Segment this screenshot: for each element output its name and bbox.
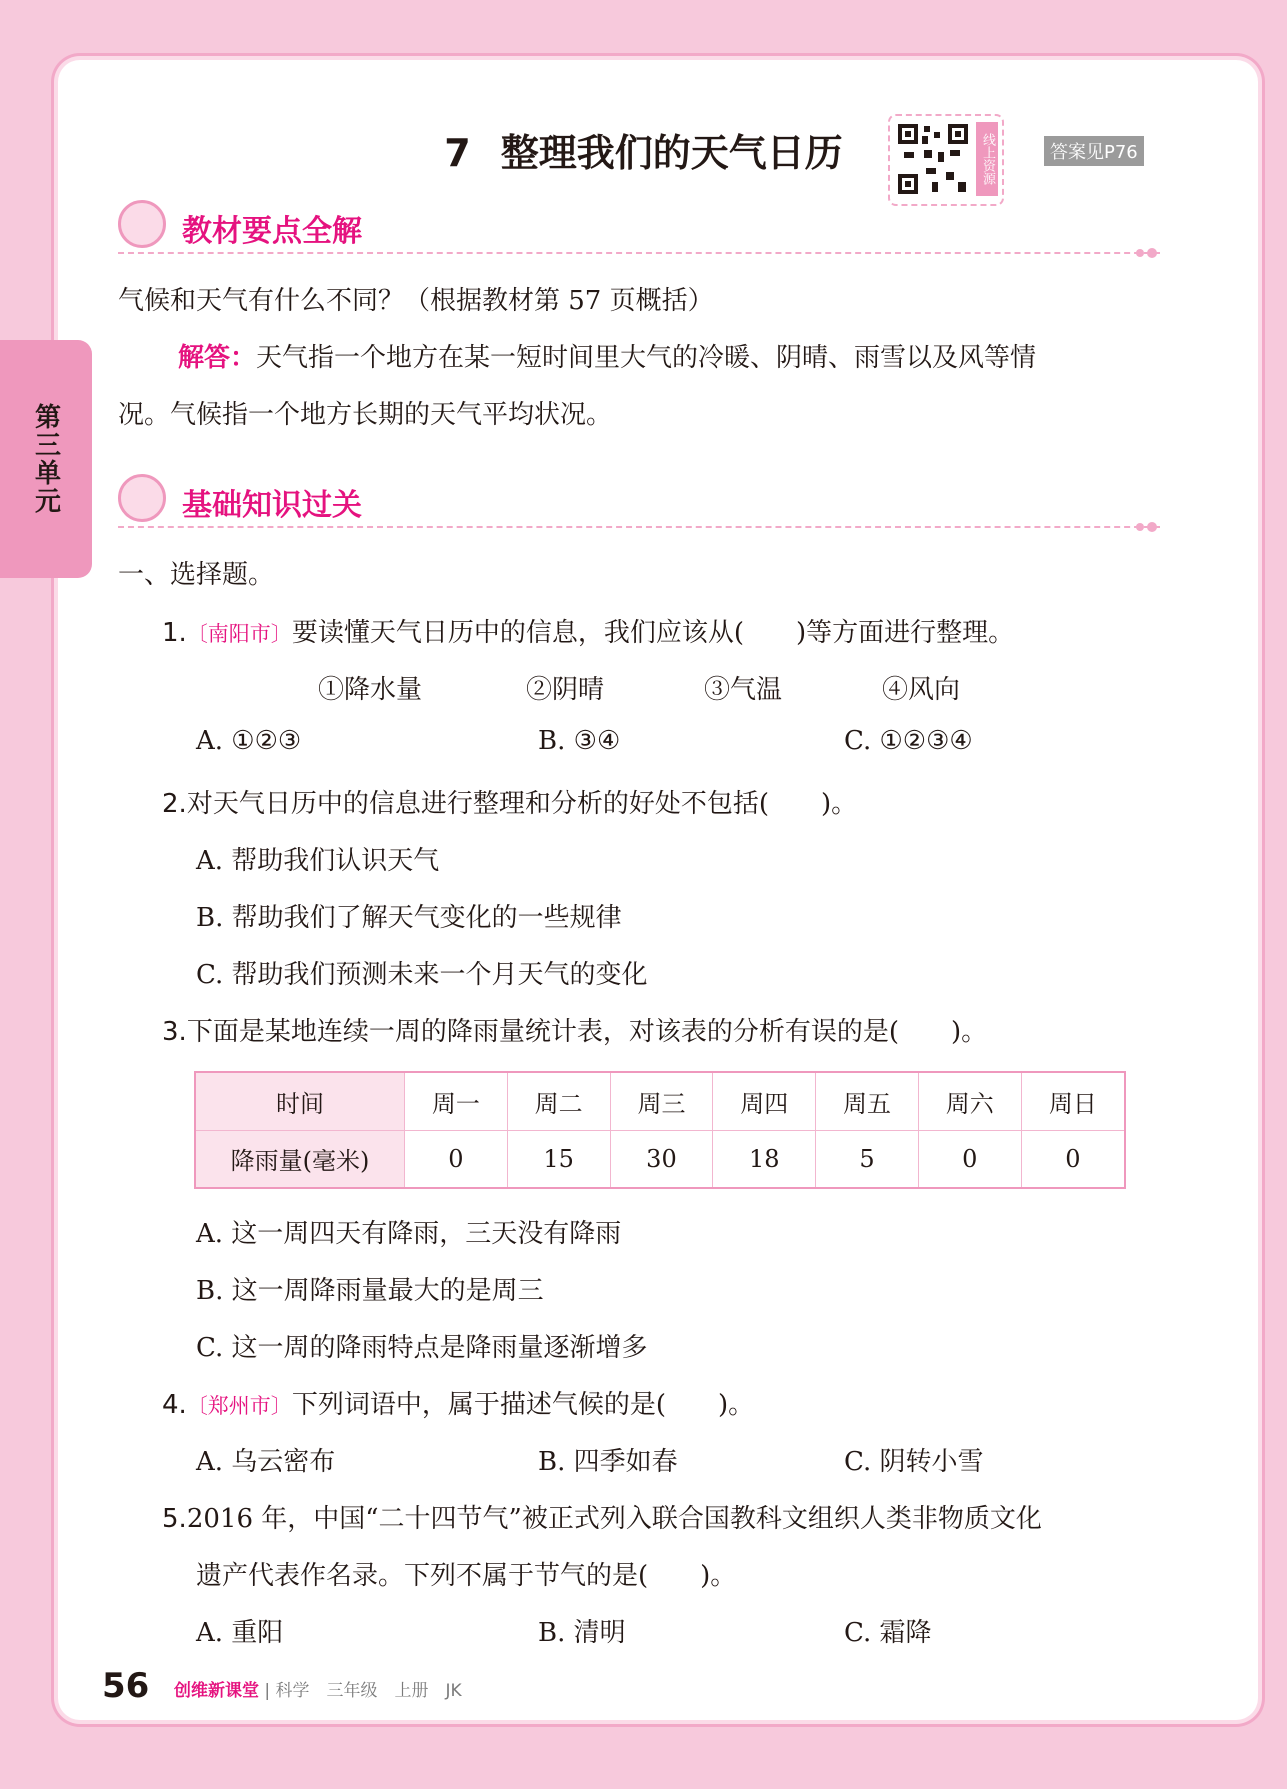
q3-option-b[interactable]: B. 这一周降雨量最大的是周三 — [196, 1276, 544, 1306]
table-cell: 0 — [405, 1130, 508, 1188]
question-number: 3. — [162, 1017, 187, 1047]
table-cell: 18 — [713, 1130, 816, 1188]
question-number: 5. — [162, 1504, 187, 1534]
answer-text-1: 天气指一个地方在某一短时间里大气的冷暖、阴晴、雨雪以及风等情 — [256, 343, 1037, 373]
q1-item-1: ①降水量 — [318, 675, 423, 705]
dots-icon — [1134, 519, 1162, 535]
section-head-textbook-points — [118, 200, 1160, 254]
unit-label: 第三单元 — [30, 403, 61, 515]
concept-answer-line1 — [178, 337, 1036, 374]
question-number: 2. — [162, 789, 187, 819]
q2-option-c[interactable]: C. 帮助我们预测未来一个月天气的变化 — [196, 960, 648, 990]
question-5 — [162, 1498, 1042, 1535]
mascot-icon — [118, 200, 166, 248]
table-cell: 0 — [918, 1130, 1021, 1188]
question-stem: 下面是某地连续一周的降雨量统计表，对该表的分析有误的是( )。 — [186, 1017, 988, 1047]
concept-question: 气候和天气有什么不同？（根据教材第 57 页概括） — [118, 286, 714, 316]
part-title: 一、选择题。 — [118, 560, 275, 590]
q1-item-3: ③气温 — [704, 675, 783, 705]
concept-answer-line2: 况。气候指一个地方长期的天气平均状况。 — [118, 400, 613, 430]
q1-item-4: ④风向 — [882, 675, 961, 705]
qr-code-icon — [896, 122, 970, 196]
q5-option-c[interactable]: C. 霜降 — [844, 1618, 932, 1648]
table-cell: 周一 — [405, 1072, 508, 1130]
question-number: 1. — [162, 618, 187, 648]
q3-option-a[interactable]: A. 这一周四天有降雨，三天没有降雨 — [196, 1219, 622, 1249]
table-cell: 周五 — [816, 1072, 919, 1130]
mascot-icon — [118, 474, 166, 522]
rainfall-table — [194, 1071, 1126, 1189]
q1-option-b[interactable]: B. ③④ — [538, 726, 621, 756]
q5-option-b[interactable]: B. 清明 — [538, 1618, 626, 1648]
table-row — [195, 1072, 1125, 1130]
q3-option-c[interactable]: C. 这一周的降雨特点是降雨量逐渐增多 — [196, 1333, 648, 1363]
table-cell: 周六 — [918, 1072, 1021, 1130]
answer-reference: 答案见P76 — [1044, 136, 1144, 166]
question-stem: 要读懂天气日历中的信息，我们应该从( )等方面进行整理。 — [291, 618, 1015, 648]
footer-info: 创维新课堂 | 科学 三年级 上册 JK — [174, 1681, 462, 1701]
table-cell: 15 — [507, 1130, 610, 1188]
book-info: 科学 三年级 上册 JK — [275, 1681, 462, 1701]
dots-icon — [1134, 245, 1162, 261]
question-4 — [162, 1384, 754, 1421]
q2-option-b[interactable]: B. 帮助我们了解天气变化的一些规律 — [196, 903, 622, 933]
brand-name: 创维新课堂 — [174, 1681, 259, 1701]
table-cell: 周二 — [507, 1072, 610, 1130]
question-stem-2: 遗产代表作名录。下列不属于节气的是( )。 — [196, 1561, 737, 1591]
table-cell: 0 — [1021, 1130, 1125, 1188]
page-number: 56 — [102, 1666, 150, 1706]
table-cell: 降雨量(毫米) — [195, 1130, 405, 1188]
section-title: 教材要点全解 — [182, 214, 362, 249]
q1-option-c[interactable]: C. ①②③④ — [844, 726, 973, 756]
table-cell: 5 — [816, 1130, 919, 1188]
table-cell: 周三 — [610, 1072, 713, 1130]
table-cell: 周四 — [713, 1072, 816, 1130]
question-stem-1: 2016 年，中国“二十四节气”被正式列入联合国教科文组织人类非物质文化 — [186, 1504, 1042, 1534]
lesson-title-text: 整理我们的天气日历 — [500, 131, 843, 175]
table-cell: 周日 — [1021, 1072, 1125, 1130]
question-2 — [162, 783, 857, 820]
q4-option-a[interactable]: A. 乌云密布 — [196, 1447, 336, 1477]
answer-label: 解答： — [178, 343, 257, 373]
question-number: 4. — [162, 1390, 187, 1420]
source-city: 〔郑州市〕 — [186, 1394, 292, 1418]
q1-option-a[interactable]: A. ①②③ — [196, 726, 302, 756]
section-title: 基础知识过关 — [182, 488, 362, 523]
question-stem: 对天气日历中的信息进行整理和分析的好处不包括( )。 — [186, 789, 858, 819]
table-row — [195, 1130, 1125, 1188]
q4-option-c[interactable]: C. 阴转小雪 — [844, 1447, 984, 1477]
question-3 — [162, 1011, 987, 1048]
q2-option-a[interactable]: A. 帮助我们认识天气 — [196, 846, 440, 876]
source-city: 〔南阳市〕 — [186, 622, 292, 646]
q5-option-a[interactable]: A. 重阳 — [196, 1618, 284, 1648]
table-cell: 30 — [610, 1130, 713, 1188]
qr-label: 线上资源 — [976, 122, 998, 196]
section-head-basic-knowledge — [118, 474, 1160, 528]
qr-code-panel[interactable] — [888, 114, 1004, 206]
table-cell: 时间 — [195, 1072, 405, 1130]
q1-item-2: ②阴晴 — [526, 675, 605, 705]
q4-option-b[interactable]: B. 四季如春 — [538, 1447, 678, 1477]
question-1 — [162, 612, 1014, 649]
unit-side-tab — [0, 340, 92, 578]
question-stem: 下列词语中，属于描述气候的是( )。 — [291, 1390, 755, 1420]
lesson-number: 7 — [444, 131, 471, 175]
